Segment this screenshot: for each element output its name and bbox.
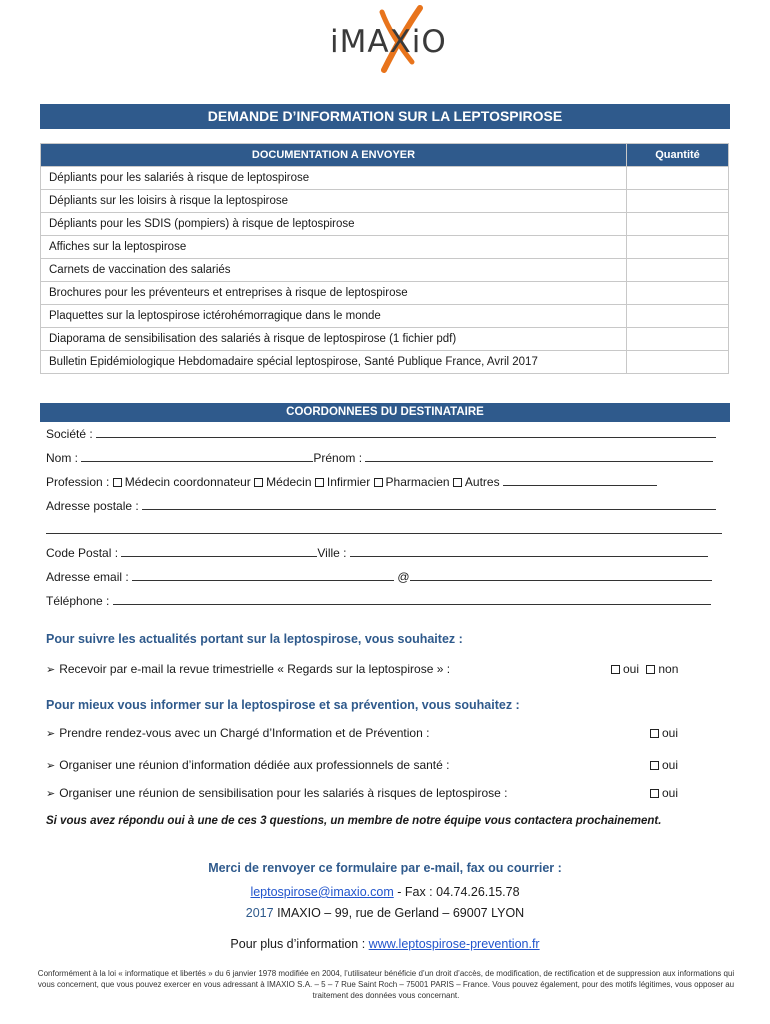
telephone-line bbox=[46, 593, 711, 609]
quantity-field[interactable] bbox=[627, 213, 729, 236]
table-row bbox=[41, 167, 729, 190]
table-row bbox=[41, 259, 729, 282]
qty-header: Quantité bbox=[627, 144, 729, 167]
checkbox-q2-1-oui[interactable] bbox=[650, 729, 659, 738]
table-row bbox=[41, 213, 729, 236]
quantity-field[interactable] bbox=[627, 305, 729, 328]
checkbox-q2-3-oui[interactable] bbox=[650, 789, 659, 798]
doc-item: Plaquettes sur la leptospirose ictérohémorragique dans le monde bbox=[41, 305, 627, 328]
logo-text: iMAXiO bbox=[330, 24, 447, 60]
nom-label: Nom : bbox=[46, 451, 79, 465]
prof-option: Infirmier bbox=[326, 475, 371, 489]
contact-note: Si vous avez répondu oui à une de ces 3 questions, un membre de notre équipe vous contactera prochainement. bbox=[46, 815, 662, 827]
q2-item bbox=[46, 758, 449, 772]
website-link[interactable]: www.leptospirose-prevention.fr bbox=[368, 937, 540, 951]
doc-item: Affiches sur la leptospirose bbox=[41, 236, 627, 259]
address-year: 2017 bbox=[245, 906, 274, 920]
code-postal-label: Code Postal : bbox=[46, 546, 119, 560]
prenom-label: Prénom : bbox=[313, 451, 363, 465]
q2-answer bbox=[650, 786, 678, 800]
address-text: IMAXIO – 99, rue de Gerland – 69007 LYON bbox=[273, 906, 525, 920]
doc-item: Brochures pour les préventeurs et entreprises à risque de leptospirose bbox=[41, 282, 627, 305]
address-line bbox=[0, 906, 770, 920]
q1-item-text: Recevoir par e-mail la revue trimestrielle « Regards sur la leptospirose » : bbox=[59, 662, 451, 676]
q2-answer bbox=[650, 726, 678, 740]
email-domain-field[interactable] bbox=[410, 569, 712, 581]
q2-oui-label: oui bbox=[662, 786, 679, 800]
imaxio-logo bbox=[320, 4, 460, 74]
email-link[interactable]: leptospirose@imaxio.com bbox=[250, 885, 394, 899]
checkbox-pharmacien[interactable] bbox=[374, 478, 383, 487]
ville-field[interactable] bbox=[350, 545, 708, 557]
code-postal-field[interactable] bbox=[121, 545, 317, 557]
email-label: Adresse email : bbox=[46, 570, 129, 584]
checkbox-infirmier[interactable] bbox=[315, 478, 324, 487]
doc-item: Diaporama de sensibilisation des salariés à risque de leptospirose (1 fichier pdf) bbox=[41, 328, 627, 351]
adresse-line bbox=[46, 498, 716, 514]
contact-line bbox=[0, 885, 770, 899]
checkbox-medecin-coordonnateur[interactable] bbox=[113, 478, 122, 487]
q2-item bbox=[46, 726, 429, 740]
societe-label: Société : bbox=[46, 427, 93, 441]
profession-label: Profession : bbox=[46, 475, 110, 489]
quantity-field[interactable] bbox=[627, 282, 729, 305]
at-sign: @ bbox=[397, 570, 410, 584]
info-label: Pour plus d’information : bbox=[230, 937, 369, 951]
prof-option: Pharmacien bbox=[385, 475, 450, 489]
q1-oui-label: oui bbox=[623, 662, 640, 676]
checkbox-q1-non[interactable] bbox=[646, 665, 655, 674]
prof-option: Médecin coordonnateur bbox=[124, 475, 251, 489]
profession-line bbox=[46, 474, 657, 490]
adresse-field[interactable] bbox=[142, 498, 716, 510]
nom-field[interactable] bbox=[81, 450, 313, 462]
code-postal-line bbox=[46, 545, 708, 561]
autres-field[interactable] bbox=[503, 474, 657, 486]
telephone-field[interactable] bbox=[113, 593, 711, 605]
q2-answer bbox=[650, 758, 678, 772]
q2-item-text: Prendre rendez-vous avec un Chargé d’Information et de Prévention : bbox=[59, 726, 430, 740]
quantity-field[interactable] bbox=[627, 259, 729, 282]
quantity-field[interactable] bbox=[627, 328, 729, 351]
doc-item: Dépliants sur les loisirs à risque la leptospirose bbox=[41, 190, 627, 213]
checkbox-q2-2-oui[interactable] bbox=[650, 761, 659, 770]
q1-non-label: non bbox=[658, 662, 679, 676]
q1-item bbox=[46, 662, 450, 676]
telephone-label: Téléphone : bbox=[46, 594, 110, 608]
q2-oui-label: oui bbox=[662, 726, 679, 740]
doc-item: Bulletin Epidémiologique Hebdomadaire spécial leptospirose, Santé Publique France, Avril 2017 bbox=[41, 351, 627, 374]
q1-answers bbox=[611, 662, 678, 676]
quantity-field[interactable] bbox=[627, 236, 729, 259]
table-row bbox=[41, 236, 729, 259]
coordonnees-header: COORDONNEES DU DESTINATAIRE bbox=[40, 403, 730, 422]
checkbox-q1-oui[interactable] bbox=[611, 665, 620, 674]
q2-item-text: Organiser une réunion d’information dédiée aux professionnels de santé : bbox=[59, 758, 450, 772]
arrow-bullet-icon: ➢ bbox=[46, 664, 56, 676]
email-line bbox=[46, 569, 712, 585]
q2-oui-label: oui bbox=[662, 758, 679, 772]
table-row bbox=[41, 282, 729, 305]
ville-label: Ville : bbox=[317, 546, 347, 560]
adresse-label: Adresse postale : bbox=[46, 499, 139, 513]
doc-header: DOCUMENTATION A ENVOYER bbox=[41, 144, 627, 167]
arrow-bullet-icon: ➢ bbox=[46, 728, 56, 740]
doc-item: Dépliants pour les salariés à risque de leptospirose bbox=[41, 167, 627, 190]
adresse-line-2 bbox=[46, 522, 722, 538]
q1-title: Pour suivre les actualités portant sur la leptospirose, vous souhaitez : bbox=[46, 632, 463, 646]
documentation-table bbox=[40, 143, 729, 374]
page-title: DEMANDE D’INFORMATION SUR LA LEPTOSPIROSE bbox=[40, 104, 730, 129]
societe-line bbox=[46, 426, 716, 442]
quantity-field[interactable] bbox=[627, 190, 729, 213]
quantity-field[interactable] bbox=[627, 167, 729, 190]
prof-option: Autres bbox=[464, 475, 500, 489]
q2-item bbox=[46, 786, 507, 800]
q2-title: Pour mieux vous informer sur la leptospirose et sa prévention, vous souhaitez : bbox=[46, 698, 520, 712]
email-user-field[interactable] bbox=[132, 569, 394, 581]
doc-item: Carnets de vaccination des salariés bbox=[41, 259, 627, 282]
q2-item-text: Organiser une réunion de sensibilisation pour les salariés à risques de leptospirose : bbox=[59, 786, 508, 800]
societe-field[interactable] bbox=[96, 426, 716, 438]
table-row bbox=[41, 351, 729, 374]
merci-text: Merci de renvoyer ce formulaire par e-mail, fax ou courrier : bbox=[208, 861, 562, 875]
prof-option: Médecin bbox=[266, 475, 312, 489]
fax-text: - Fax : 04.74.26.15.78 bbox=[393, 885, 520, 899]
adresse-field-2[interactable] bbox=[46, 522, 722, 534]
quantity-field[interactable] bbox=[627, 351, 729, 374]
nom-line bbox=[46, 450, 713, 466]
legal-notice: Conformément à la loi « informatique et libertés » du 6 janvier 1978 modifiée en 2004, l’utilisateur bénéficie d’un droit d’accès, de modification, de rectification et de suppression aux informations qui vous concernent, que vous pouvez exercer en vous adressant à IMAXIO S.A. – 5 – 7 Rue Saint Roch – 75001 PARIS – France. Vous pouvez également, pour des motifs légitimes, vous opposer au traitement des données vous concernant. bbox=[37, 969, 735, 1000]
checkbox-medecin[interactable] bbox=[254, 478, 263, 487]
doc-item: Dépliants pour les SDIS (pompiers) à risque de leptospirose bbox=[41, 213, 627, 236]
prenom-field[interactable] bbox=[365, 450, 713, 462]
table-row bbox=[41, 328, 729, 351]
checkbox-autres[interactable] bbox=[453, 478, 462, 487]
arrow-bullet-icon: ➢ bbox=[46, 760, 56, 772]
table-row bbox=[41, 305, 729, 328]
table-row bbox=[41, 190, 729, 213]
info-line bbox=[0, 937, 770, 951]
arrow-bullet-icon: ➢ bbox=[46, 788, 56, 800]
